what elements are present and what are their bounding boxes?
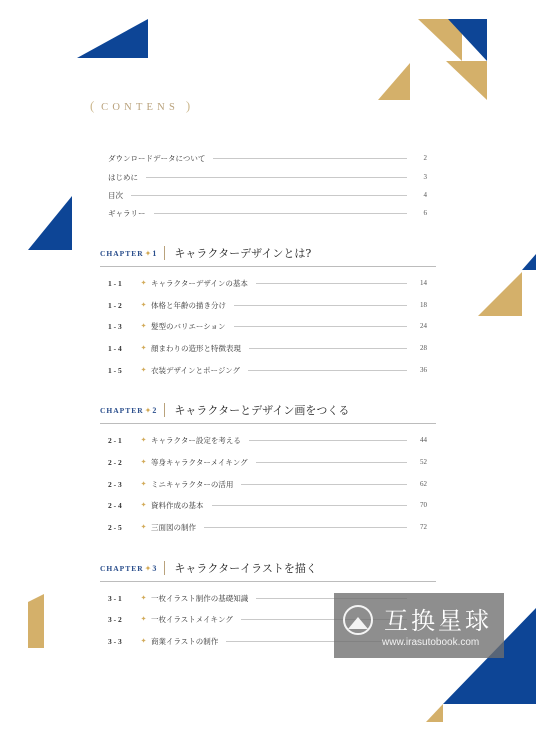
triangle-navy-right — [522, 254, 536, 270]
toc-entry-contents[interactable] — [108, 188, 427, 202]
toc-entry-label: 目次 — [108, 190, 123, 200]
section-page: 52 — [420, 458, 427, 466]
leader-line — [256, 462, 407, 463]
toc-entry-gallery[interactable] — [108, 206, 427, 220]
chapter-divider — [164, 561, 165, 575]
star-icon: ✦ — [140, 523, 147, 531]
leader-line — [146, 177, 407, 178]
section-number: 1 - 1 — [108, 278, 122, 288]
star-icon: ✦ — [140, 480, 147, 488]
toc-section-1-3[interactable] — [108, 319, 427, 333]
watermark-url: www.irasutobook.com — [382, 637, 480, 648]
toc-entry-page: 3 — [423, 173, 427, 181]
chapter-2-heading[interactable] — [100, 402, 349, 418]
toc-section-1-2[interactable] — [108, 298, 427, 312]
leader-line — [234, 305, 407, 306]
leader-line — [249, 440, 407, 441]
section-number: 2 - 5 — [108, 522, 122, 532]
toc-entry-download[interactable] — [108, 151, 427, 165]
chapter-1-heading[interactable] — [100, 245, 311, 261]
chapter-title: キャラクターデザインとは? — [174, 247, 312, 260]
title-text: CONTENS — [101, 102, 179, 113]
planet-logo-icon — [343, 605, 373, 635]
title-paren-open: ( — [90, 98, 95, 113]
section-label: 顔まわりの造形と特徴表現 — [151, 343, 241, 353]
section-page: 72 — [420, 523, 427, 531]
star-icon: ✦ — [140, 594, 147, 602]
leader-line — [234, 326, 407, 327]
star-icon: ✦ — [144, 248, 152, 258]
triangle-gold-top-right-2 — [378, 63, 410, 100]
section-page: 24 — [420, 322, 427, 330]
triangle-gold-bottom-right — [426, 704, 443, 722]
title-paren-close: ) — [185, 98, 191, 113]
leader-line — [213, 158, 407, 159]
toc-entry-label: ダウンロードデータについて — [108, 153, 206, 163]
section-page: 44 — [420, 436, 427, 444]
star-icon: ✦ — [140, 344, 147, 352]
toc-section-2-5[interactable] — [108, 520, 427, 534]
chapter-2-rule — [100, 423, 436, 424]
section-number: 3 - 3 — [108, 636, 122, 646]
section-number: 2 - 2 — [108, 457, 122, 467]
star-icon: ✦ — [140, 436, 147, 444]
section-page: 14 — [420, 279, 427, 287]
star-icon: ✦ — [140, 615, 147, 623]
section-label: 資料作成の基本 — [151, 500, 204, 510]
chapter-prefix: CHAPTER — [100, 563, 144, 573]
chapter-3-heading[interactable] — [100, 560, 317, 576]
toc-entry-intro[interactable] — [108, 170, 427, 184]
section-label: 一枚イラスト制作の基礎知識 — [151, 593, 249, 603]
section-page: 62 — [420, 480, 427, 488]
star-icon: ✦ — [144, 405, 152, 415]
leader-line — [241, 484, 407, 485]
toc-entry-label: はじめに — [108, 172, 138, 182]
star-icon: ✦ — [140, 501, 147, 509]
toc-entry-page: 2 — [423, 154, 427, 162]
section-label: 衣装デザインとポージング — [151, 365, 240, 375]
section-page: 18 — [420, 301, 427, 309]
star-icon: ✦ — [144, 563, 152, 573]
section-number: 2 - 3 — [108, 479, 122, 489]
section-label: ミニキャラクターの活用 — [151, 479, 234, 489]
chapter-number: 1 — [152, 248, 157, 258]
chapter-number: 3 — [152, 563, 157, 573]
triangle-gold-right — [478, 272, 522, 316]
toc-section-1-1[interactable] — [108, 276, 427, 290]
section-number: 1 - 3 — [108, 321, 122, 331]
section-number: 3 - 1 — [108, 593, 122, 603]
chapter-prefix: CHAPTER — [100, 405, 144, 415]
section-label: 商業イラストの制作 — [151, 636, 219, 646]
toc-section-2-3[interactable] — [108, 477, 427, 491]
section-label: 三面図の制作 — [151, 522, 196, 532]
section-label: キャラクターデザインの基本 — [151, 278, 248, 288]
section-number: 2 - 4 — [108, 500, 122, 510]
star-icon: ✦ — [140, 637, 147, 645]
section-number: 1 - 2 — [108, 300, 122, 310]
chapter-divider — [164, 246, 165, 260]
triangle-gold-top-right-3 — [446, 61, 487, 100]
section-page: 70 — [420, 501, 427, 509]
star-icon: ✦ — [140, 301, 147, 309]
toc-section-2-2[interactable] — [108, 455, 427, 469]
star-icon: ✦ — [140, 322, 147, 330]
star-icon: ✦ — [140, 279, 147, 287]
leader-line — [212, 505, 408, 506]
toc-entry-label: ギャラリー — [108, 208, 146, 218]
section-number: 3 - 2 — [108, 614, 122, 624]
leader-line — [154, 213, 408, 214]
toc-entry-page: 6 — [423, 209, 427, 217]
section-page: 36 — [420, 366, 427, 374]
chapter-1-rule — [100, 266, 436, 267]
section-number: 1 - 5 — [108, 365, 122, 375]
section-number: 1 - 4 — [108, 343, 122, 353]
chapter-3-rule — [100, 581, 436, 582]
toc-section-1-4[interactable] — [108, 341, 427, 355]
triangle-navy-top-left — [77, 19, 148, 58]
leader-line — [131, 195, 407, 196]
watermark-overlay — [334, 593, 504, 658]
contents-title — [90, 98, 190, 114]
leader-line — [256, 283, 407, 284]
triangle-navy-left — [28, 196, 72, 250]
section-label: 等身キャラクターメイキング — [151, 457, 248, 467]
chapter-prefix: CHAPTER — [100, 248, 144, 258]
section-label: 髪型のバリエーション — [151, 321, 226, 331]
section-label: 一枚イラストメイキング — [151, 614, 233, 624]
toc-section-1-5[interactable] — [108, 363, 427, 377]
toc-section-2-4[interactable] — [108, 498, 427, 512]
watermark-title: 互换星球 — [384, 607, 492, 635]
leader-line — [204, 527, 407, 528]
section-label: キャラクター設定を考える — [151, 435, 241, 445]
toc-entry-page: 4 — [423, 191, 427, 199]
chapter-title: キャラクターとデザイン画をつくる — [174, 404, 350, 417]
chapter-title: キャラクターイラストを描く — [174, 562, 317, 575]
triangle-gold-bottom-left — [28, 594, 44, 648]
section-number: 2 - 1 — [108, 435, 122, 445]
section-page: 28 — [420, 344, 427, 352]
chapter-number: 2 — [152, 405, 157, 415]
toc-section-2-1[interactable] — [108, 433, 427, 447]
section-label: 体格と年齢の描き分け — [151, 300, 226, 310]
leader-line — [249, 348, 407, 349]
star-icon: ✦ — [140, 458, 147, 466]
chapter-divider — [164, 403, 165, 417]
leader-line — [248, 370, 407, 371]
star-icon: ✦ — [140, 366, 147, 374]
